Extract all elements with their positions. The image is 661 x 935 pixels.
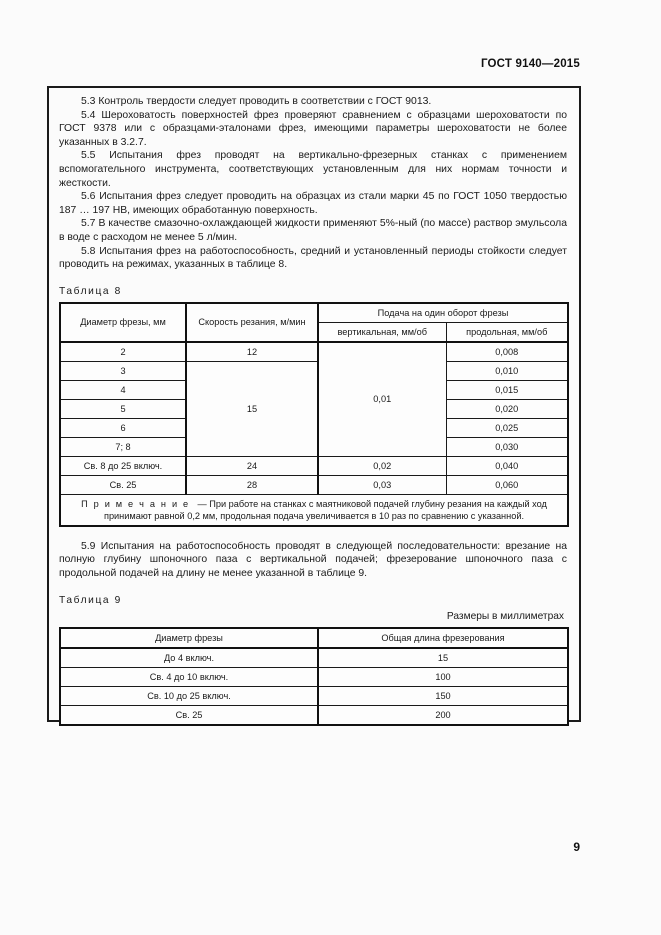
table8-row xyxy=(60,456,568,475)
table9-units-note: Размеры в миллиметрах xyxy=(446,610,564,622)
paragraph-5-8: 5.8 Испытания фрез на работоспособность, средний и установленный периоды стойкости следует проводить на режимах, указанных в таблице 8. xyxy=(59,245,567,271)
table9-header-diameter: Диаметр фрезы xyxy=(60,628,318,648)
table9-row xyxy=(60,648,568,668)
table9-caption: Таблица 9 xyxy=(59,594,122,606)
table8-row xyxy=(60,475,568,494)
table8-cell-feed-longitudinal: 0,015 xyxy=(446,380,568,399)
table8-caption: Таблица 8 xyxy=(59,285,122,297)
table8-note-row xyxy=(60,494,568,526)
table9-header-row xyxy=(60,628,568,648)
table8-header-feed-vertical: вертикальная, мм/об xyxy=(318,322,446,342)
table9-cell-length: 15 xyxy=(318,648,568,668)
table9-cell-diameter: Св. 4 до 10 включ. xyxy=(60,667,318,686)
table8-cell-diameter: Св. 25 xyxy=(60,475,186,494)
paragraph-5-4: 5.4 Шероховатость поверхностей фрез проверяют сравнением с образцами шероховатости по ГОСТ 9378 или с образцами-эталонами фрез, имеющими параметры шероховатости не более указанных в 3.2.7. xyxy=(59,109,567,148)
paragraph-5-9: 5.9 Испытания на работоспособность проводят в следующей последовательности: врезание на полную глубину шпоночного паза с вертикальной подачей; фрезерование шпоночного паза с продольной подачей на длину не менее указанной в таблице 9. xyxy=(59,540,567,579)
table9-header-length: Общая длина фрезерования xyxy=(318,628,568,648)
table9-cell-length: 200 xyxy=(318,705,568,725)
table8-row xyxy=(60,342,568,362)
table8 xyxy=(59,302,569,527)
content-frame xyxy=(47,86,581,722)
table8-note-text: — При работе на станках с маятниковой подачей глубину резания на каждый ход принимают равной 0,2 мм, продольная подача увеличивается в 10 раз по сравнению с указанной. xyxy=(103,498,547,521)
table8-header-speed: Скорость резания, м/мин xyxy=(186,303,318,342)
table8-cell-speed: 12 xyxy=(186,342,318,362)
table8-header-row-1 xyxy=(60,303,568,323)
page-number: 9 xyxy=(573,840,580,854)
table8-header-feed-group: Подача на один оборот фрезы xyxy=(318,303,568,323)
table8-cell-diameter: 3 xyxy=(60,361,186,380)
paragraph-5-3: 5.3 Контроль твердости следует проводить в соответствии с ГОСТ 9013. xyxy=(81,96,432,107)
paragraph-5-5: 5.5 Испытания фрез проводят на вертикально-фрезерных станках с применением вспомогательного инструмента, соответствующих установленным для них нормам точности и жесткости. xyxy=(59,150,567,189)
table8-cell-feed-longitudinal: 0,060 xyxy=(446,475,568,494)
table9-row xyxy=(60,686,568,705)
table8-cell-diameter: Св. 8 до 25 включ. xyxy=(60,456,186,475)
paragraph-5-6: 5.6 Испытания фрез следует проводить на образцах из стали марки 45 по ГОСТ 1050 твердостью 187 … 197 НВ, имеющих обработанную поверхность. xyxy=(59,191,567,216)
table9 xyxy=(59,627,569,726)
table9-cell-diameter: До 4 включ. xyxy=(60,648,318,668)
table9-cell-diameter: Св. 10 до 25 включ. xyxy=(60,686,318,705)
table8-cell-diameter: 2 xyxy=(60,342,186,362)
table8-cell-diameter: 6 xyxy=(60,418,186,437)
table9-cell-length: 100 xyxy=(318,667,568,686)
table9-cell-diameter: Св. 25 xyxy=(60,705,318,725)
table8-cell-feed-vertical: 0,01 xyxy=(318,342,446,457)
table8-cell-speed: 28 xyxy=(186,475,318,494)
table9-row xyxy=(60,705,568,725)
page-header-standard-number: ГОСТ 9140—2015 xyxy=(480,58,580,70)
table8-cell-feed-longitudinal: 0,030 xyxy=(446,437,568,456)
table8-cell-feed-vertical: 0,02 xyxy=(318,456,446,475)
table8-cell-diameter: 4 xyxy=(60,380,186,399)
table8-header-diameter: Диаметр фрезы, мм xyxy=(60,303,186,342)
table8-note xyxy=(60,494,568,526)
table9-cell-length: 150 xyxy=(318,686,568,705)
table8-note-label: П р и м е ч а н и е xyxy=(81,498,190,509)
table8-header-feed-longitudinal: продольная, мм/об xyxy=(446,322,568,342)
table8-row xyxy=(60,361,568,380)
table8-cell-feed-longitudinal: 0,020 xyxy=(446,399,568,418)
table8-cell-feed-vertical: 0,03 xyxy=(318,475,446,494)
table9-row xyxy=(60,667,568,686)
table8-cell-feed-longitudinal: 0,010 xyxy=(446,361,568,380)
table8-cell-speed: 15 xyxy=(186,361,318,456)
table8-cell-feed-longitudinal: 0,025 xyxy=(446,418,568,437)
table8-cell-feed-longitudinal: 0,008 xyxy=(446,342,568,362)
table8-cell-feed-longitudinal: 0,040 xyxy=(446,456,568,475)
table8-cell-diameter: 5 xyxy=(60,399,186,418)
paragraph-5-7: 5.7 В качестве смазочно-охлаждающей жидкости применяют 5%-ный (по массе) раствор эмульсола в воде с расходом не менее 5 л/мин. xyxy=(59,218,567,243)
table8-cell-speed: 24 xyxy=(186,456,318,475)
table8-cell-diameter: 7; 8 xyxy=(60,437,186,456)
